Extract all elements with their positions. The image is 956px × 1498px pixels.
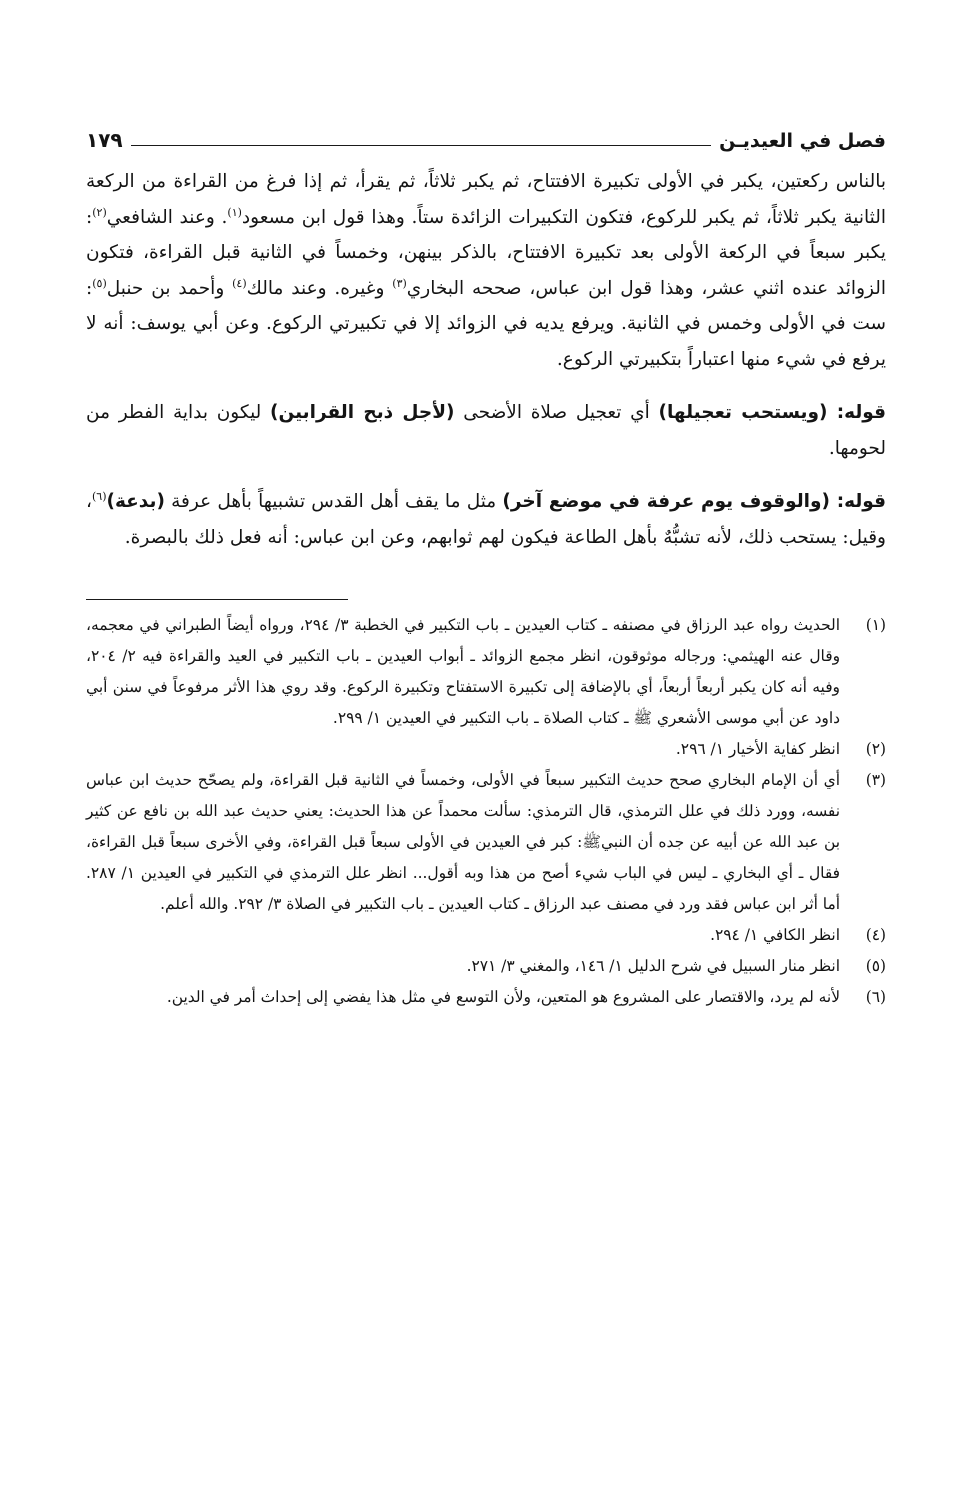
paragraph-takbirat: بالناس ركعتين، يكبر في الأولى تكبيرة الافتتاح، ثم يكبر ثلاثاً، ثم يقرأ، ثم إذا فرغ من القراءة من الركعة الثانية يكبر ثلاثاً، ثم يكبر للركوع، فتكون التكبيرات الزائدة ستاً. وهذا قول ابن مسعود$^{(١)}$. وعند الشافعي$^{(٢)}$: يكبر سبعاً في الركعة الأولى بعد تكبيرة الافتتاح، بالذكر بينهن، وخمساً في الثانية قبل القراءة، فتكون الزوائد عنده اثني عشر، وهذا قول ابن عباس، صححه البخاري$^{(٣)}$ وغيره. وعند مالك$^{(٤)}$ وأحمد بن حنبل$^{(٥)}$: ست في الأولى وخمس في الثانية. ويرفع يديه في الزوائد إلا في تكبيرتي الركوع. وعن أبي يوسف: أنه لا يرفع في شيء منها اعتباراً بتكبيرتي الركوع. xyxy=(86,171,887,370)
running-header xyxy=(86,112,886,152)
footnote-ref-4: (٤) xyxy=(232,276,247,290)
footnote-ref-3: (٣) xyxy=(392,276,407,290)
qawluh-label: قوله: xyxy=(836,491,886,512)
footnote-number: (٦) xyxy=(865,988,886,1006)
footnote-text: الحديث رواه عبد الرزاق في مصنفه ـ كتاب العيدين ـ باب التكبير في الخطبة ٣/ ٢٩٤، ورواه أيضاً الطبراني في معجمه، وقال عنه الهيثمي: ورجاله موثوقون، انظر مجمع الزوائد ـ أبواب العيدين ـ باب التكبير في العيد والقراءة فيه ٢/ ٢٠٤، وفيه أنه كان يكبر أربعاً أربعاً، أي بالإضافة إلى تكبيرة الاستفتاح وتكبيرة الركوع. وقد روي هذا الأثر مرفوعاً في سنن أبي داود عن أبي موسى الأشعري ﷺ ـ كتاب الصلاة ـ باب التكبير في العيدين ١/ ٢٩٩. xyxy=(86,616,841,727)
footnote-text: انظر منار السبيل في شرح الدليل ١/ ١٤٦، والمغني ٣/ ٢٧١. xyxy=(466,957,840,975)
page-number: ١٧٩ xyxy=(86,128,123,152)
matn-quote: (ويستحب تعجيلها) xyxy=(658,402,837,423)
footnote xyxy=(86,951,886,982)
footnote-number: (٤) xyxy=(865,926,886,944)
footnote xyxy=(86,920,886,951)
paragraph-wuquf: قوله: (والوقوف يوم عرفة في موضع آخر) مثل ما يقف أهل القدس تشبيهاً بأهل عرفة (بدعة)$^{(٦)}$، وقيل: يستحب ذلك، لأنه تشبُّهٌ بأهل الطاعة فيكون لهم ثوابهم، وعن ابن عباس: أنه فعل ذلك بالبصرة. xyxy=(86,489,886,548)
footnote-number: (٣) xyxy=(865,771,886,789)
footnote-ref-1: (١) xyxy=(227,205,242,219)
matn-quote: (والوقوف يوم عرفة في موضع آخر) xyxy=(502,491,837,512)
footnote xyxy=(86,610,886,734)
footnote-number: (١) xyxy=(865,616,886,634)
footnote-ref-5: (٥) xyxy=(92,276,107,290)
footnote-ref-6: (٦) xyxy=(91,489,107,503)
matn-quote: (لأجل ذبح القرابين) xyxy=(270,402,455,423)
footnote-text: أي أن الإمام البخاري صحح حديث التكبير سبعاً في الأولى، وخمساً في الثانية قبل القراءة، ولم يصحّح حديث ابن عباس نفسه، وورد ذلك في علل الترمذي، قال الترمذي: سألت محمداً عن هذا الحديث: يعني حديث عبد الله بن نافع عن كثير بن عبد الله عن أبيه عن جده أن النبيﷺ: كبر في العيدين في الأولى سبعاً قبل القراءة، وفي الأخرى سبعاً قبل القراءة، فقال ـ أي البخاري ـ ليس في الباب شيء أصح من هذا وبه أقول... انظر علل الترمذي في التكبير في العيدين ١/ ٢٨٧. أما أثر ابن عباس فقد ورد في مصنف عبد الرزاق ـ كتاب العيدين ـ باب التكبير في الصلاة ٣/ ٢٩٢. والله أعلم. xyxy=(86,771,840,913)
footnote xyxy=(86,982,886,1013)
footnote-number: (٥) xyxy=(865,957,886,975)
footnote-ref-2: (٢) xyxy=(92,205,107,219)
matn-quote: (بدعة) xyxy=(106,491,165,512)
footnote-separator xyxy=(86,599,348,600)
footnote-number: (٢) xyxy=(865,740,886,758)
footnote-text: لأنه لم يرد، والاقتصار على المشروع هو المتعين، ولأن التوسع في مثل هذا يفضي إلى إحداث أمر في الدين. xyxy=(166,988,840,1006)
footnote-text: انظر كفاية الأخيار ١/ ٢٩٦. xyxy=(675,740,840,758)
footnote-text: انظر الكافي ١/ ٢٩٤. xyxy=(710,926,840,944)
chapter-title: فصل في العيديـن xyxy=(719,130,886,152)
footnote xyxy=(86,765,886,920)
main-text xyxy=(86,164,886,555)
footnote xyxy=(86,734,886,765)
paragraph-tajil: قوله: (ويستحب تعجيلها) أي تعجيل صلاة الأضحى (لأجل ذبح القرابين) ليكون بداية الفطر من لحومها. xyxy=(86,402,886,459)
footnotes xyxy=(86,610,886,1013)
header-rule xyxy=(131,145,712,146)
book-page xyxy=(86,112,886,1013)
qawluh-label: قوله: xyxy=(836,402,886,423)
